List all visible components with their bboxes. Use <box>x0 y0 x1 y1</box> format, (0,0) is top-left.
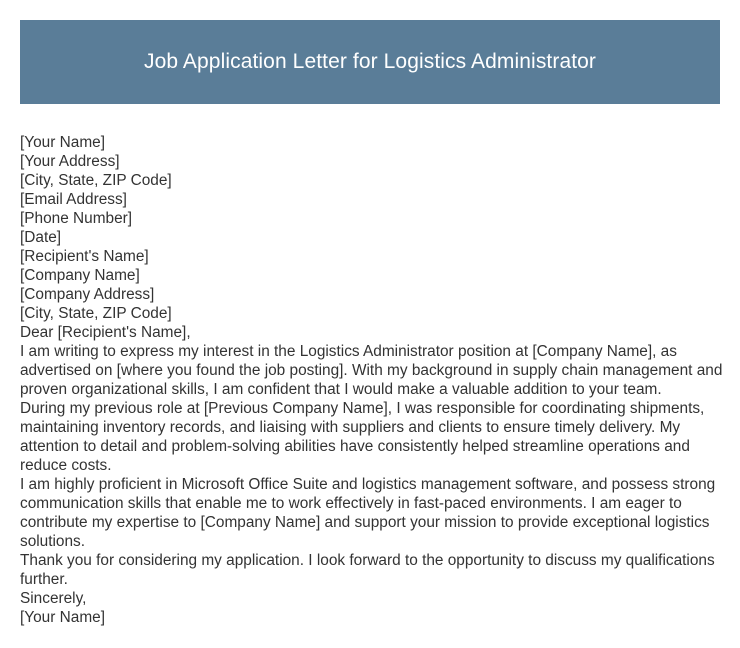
sender-phone: [Phone Number] <box>20 210 133 227</box>
sender-name: [Your Name] <box>20 134 105 151</box>
sender-email: [Email Address] <box>20 191 127 208</box>
letter-header-banner <box>20 20 720 104</box>
body-paragraph-experience: During my previous role at [Previous Company Name], I was responsible for coordinating shipments, maintaining inventory records, and liaising with suppliers and clients to ensure timely delivery. My attention to detail and problem-solving abilities have consistently helped streamline operations and reduce costs. <box>20 400 705 474</box>
body-paragraph-skills: I am highly proficient in Microsoft Office Suite and logistics management software, and possess strong communication skills that enable me to work effectively in fast-paced environments. I am eager to contribute my expertise to [Company Name] and support your mission to provide exceptional logistics solutions. <box>20 476 716 550</box>
sender-address: [Your Address] <box>20 153 120 170</box>
recipient-city-state-zip: [City, State, ZIP Code] <box>20 305 172 322</box>
recipient-name: [Recipient's Name] <box>20 248 149 265</box>
salutation: Dear [Recipient's Name], <box>20 324 191 341</box>
recipient-company-address: [Company Address] <box>20 286 155 303</box>
letter-body <box>20 133 725 627</box>
recipient-company: [Company Name] <box>20 267 140 284</box>
signature: [Your Name] <box>20 609 105 626</box>
closing: Sincerely, <box>20 590 87 607</box>
page-title: Job Application Letter for Logistics Administrator <box>143 50 597 73</box>
letter-date: [Date] <box>20 229 62 246</box>
body-paragraph-intro: I am writing to express my interest in the Logistics Administrator position at [Company Name], as advertised on [where you found the job posting]. With my background in supply chain management and proven organizational skills, I am confident that I would make a valuable addition to your team. <box>20 343 723 398</box>
sender-city-state-zip: [City, State, ZIP Code] <box>20 172 172 189</box>
body-paragraph-thanks: Thank you for considering my application. I look forward to the opportunity to discuss my qualifications further. <box>20 552 715 588</box>
